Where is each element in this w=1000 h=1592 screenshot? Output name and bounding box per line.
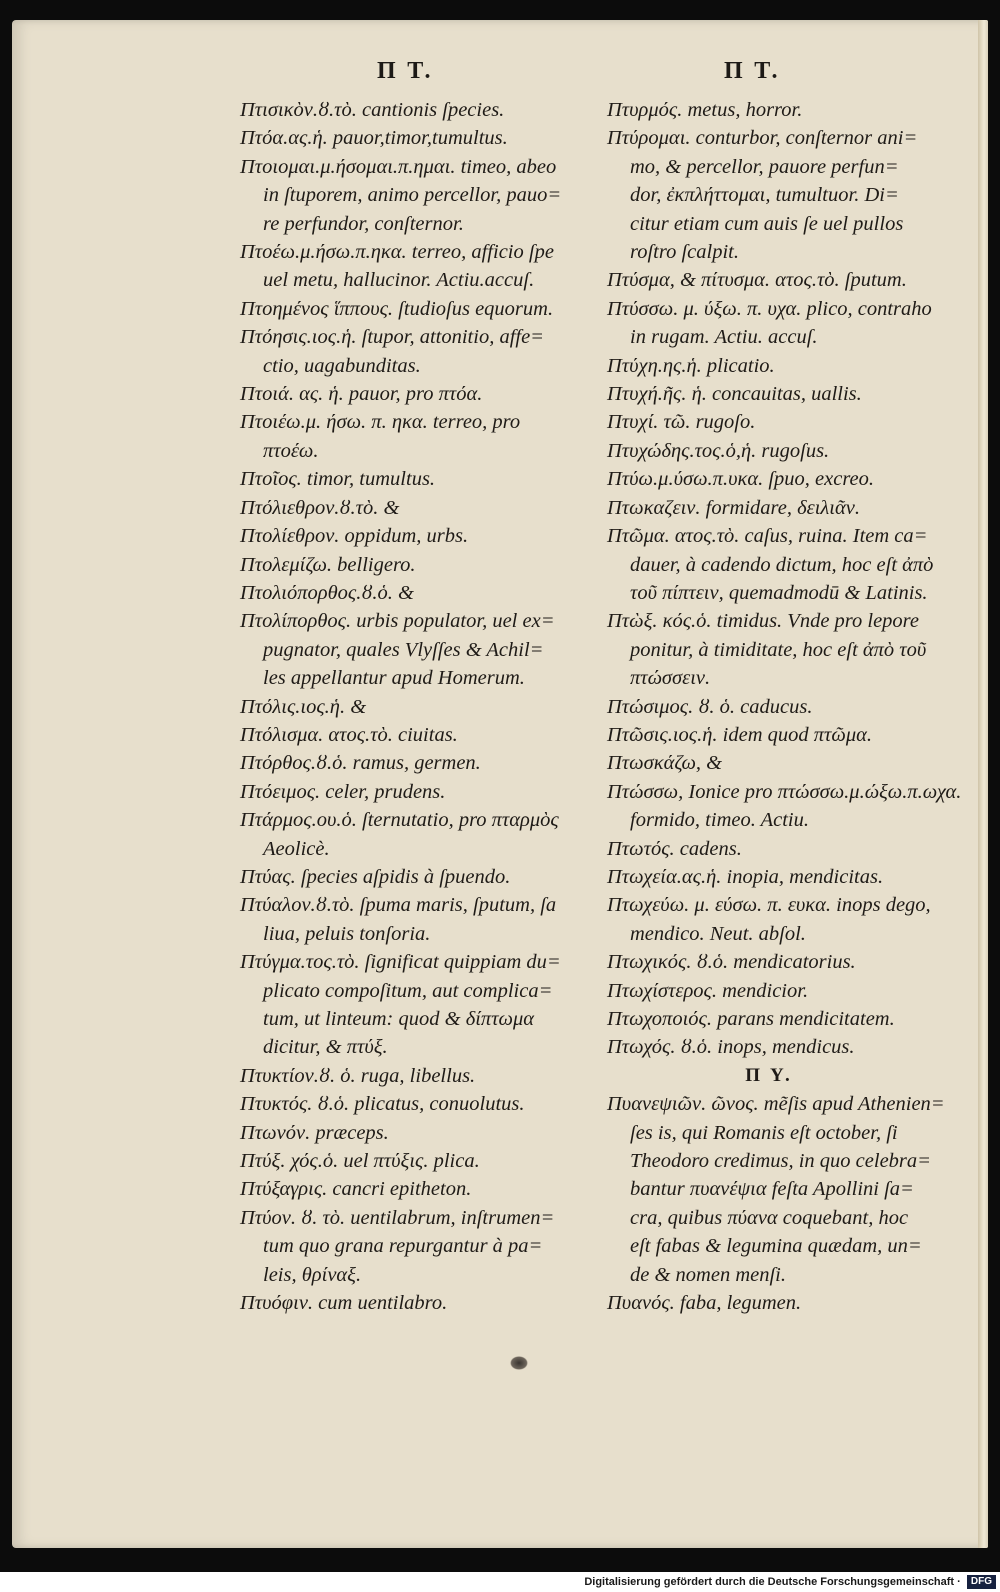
dictionary-entry (240, 124, 598, 152)
dictionary-entry (607, 465, 971, 493)
entry-continuation: plicato compoſitum, aut complica= (263, 979, 553, 1002)
entry-headline: Πτυόφιν. cum uentilabro. (240, 1292, 448, 1315)
entry-headline: Πτωχός. ȣ.ὁ. inops, mendicus. (607, 1036, 855, 1059)
entry-headline: Πτωχικός. ȣ.ὁ. mendicatorius. (607, 951, 856, 974)
entry-headline: Πτόλιεθρον.ȣ.τὸ. & (240, 496, 400, 519)
entry-headline: Πτυρμός. metus, horror. (607, 99, 803, 121)
dictionary-entry (607, 721, 971, 749)
left-column (240, 96, 598, 1317)
page-edge (978, 20, 988, 1548)
dictionary-entry (240, 522, 598, 550)
entry-headline: Πτύχη.ης.ἡ. plicatio. (607, 354, 775, 377)
dictionary-entry (240, 295, 598, 323)
entry-headline: Πτόειμος. celer, prudens. (240, 780, 446, 803)
entry-headline: Πτολιόπορθος.ȣ.ὁ. & (240, 581, 414, 604)
entry-headline: Πτόρθος.ȣ.ὁ. ramus, germen. (240, 752, 481, 775)
entry-headline: Πτοέω.μ.ήσω.π.ηκα. terreo, afficio ſpe (240, 241, 554, 264)
entry-continuation: roſtro ſcalpit. (630, 241, 739, 264)
dictionary-entry (240, 778, 598, 806)
dictionary-entry (240, 863, 598, 891)
entry-headline: Πτωτός. cadens. (607, 837, 742, 860)
entry-continuation: ſes is, qui Romanis eſt october, ſi (630, 1121, 898, 1144)
entry-headline: Πτυχώδης.τος.ὁ,ἡ. rugoſus. (607, 439, 830, 462)
entry-continuation: ctio, uagabunditas. (263, 354, 421, 377)
entry-headline: Πτωχοποιός. parans mendicitatem. (607, 1008, 895, 1030)
entry-continuation: bantur πυανέψια feſta Apollini ſa= (630, 1178, 914, 1201)
dictionary-entry (240, 323, 598, 380)
dictionary-entry (240, 891, 598, 948)
entry-headline: Πτάρμος.ου.ὁ. ſternutatio, pro πταρμὸς (240, 809, 559, 832)
dictionary-entry (607, 693, 971, 721)
dictionary-entry (607, 408, 971, 436)
dictionary-entry (240, 721, 598, 749)
dictionary-entry (607, 380, 971, 408)
entry-headline: Πτοιέω.μ. ήσω. π. ηκα. terreo, pro (240, 411, 521, 434)
entry-headline: Πτισικὸν.ȣ.τὸ. cantionis ſpecies. (240, 99, 505, 121)
entry-headline: Πτώσιμος. ȣ. ὁ. caducus. (607, 695, 813, 718)
dictionary-entry (607, 891, 971, 948)
dictionary-entry (607, 522, 971, 607)
entry-continuation: dicitur, & πτύξ. (263, 1036, 388, 1059)
entry-headline: Πτόλισμα. ατος.τὸ. ciuitas. (240, 723, 458, 746)
entry-headline: Πυανός. faba, legumen. (607, 1292, 802, 1315)
entry-continuation: ponitur, à timiditate, hoc eſt ἀπὸ τοῦ (630, 638, 927, 661)
dictionary-entry (240, 465, 598, 493)
entry-headline: Πτύγμα.τος.τὸ. ſignificat quippiam du= (240, 951, 561, 974)
entry-continuation: mendico. Neut. abſol. (630, 922, 806, 945)
entry-headline: Πτωκαζειν. formidare, δειλιᾶν. (607, 496, 860, 519)
dictionary-entry (240, 380, 598, 408)
entry-headline: Πτοημένος ἵππους. ſtudioſus equorum. (240, 297, 554, 320)
dictionary-entry (607, 494, 971, 522)
entry-headline: Πτωχεία.ας.ἡ. inopia, mendicitas. (607, 865, 884, 888)
dictionary-entry (607, 607, 971, 692)
entry-headline: Πτύας. ſpecies aſpidis à ſpuendo. (240, 865, 511, 888)
entry-headline: Πτοιομαι.μ.ήσομαι.π.ημαι. timeo, abeo (240, 155, 557, 178)
entry-headline: Πτυκτίον.ȣ. ὁ. ruga, libellus. (240, 1064, 476, 1087)
entry-headline: Πτωνόν. præceps. (240, 1121, 389, 1144)
book-page (12, 20, 988, 1548)
entry-headline: Πτύξ. χός.ὁ. uel πτύξις. plica. (240, 1150, 480, 1173)
ink-blot (510, 1356, 528, 1370)
dictionary-entry (240, 1090, 598, 1118)
entry-headline: Πτύσμα, & πίτυσμα. ατος.τὸ. ſputum. (607, 269, 907, 292)
entry-continuation: re perfundor, conſternor. (263, 212, 464, 235)
dictionary-entry (607, 977, 971, 1005)
right-column (607, 96, 971, 1317)
entry-headline: Πτώσσω, Ionice pro πτώσσω.μ.ώξω.π.ωχα. (607, 780, 962, 803)
entry-continuation: τοῦ πίπτειν, quemadmodū & Latinis. (630, 581, 928, 604)
entry-headline: Πτόλις.ιος.ἡ. & (240, 695, 367, 718)
entry-headline: Πτόα.ας.ἡ. pauor,timor,tumultus. (240, 127, 508, 150)
entry-continuation: mo, & percellor, pauore perfun= (630, 155, 899, 178)
entry-headline: Πτυχή.ῆς. ἡ. concauitas, uallis. (607, 383, 862, 406)
entry-continuation: πτοέω. (263, 439, 319, 462)
running-header-right: Π Τ. (724, 58, 781, 84)
dictionary-entry (240, 806, 598, 863)
entry-headline: Πτυκτός. ȣ.ὁ. plicatus, conuolutus. (240, 1093, 525, 1116)
entry-headline: Πτοῖος. timor, tumultus. (240, 468, 436, 491)
entry-continuation: tum quo grana repurgantur à pa= (263, 1235, 543, 1258)
dictionary-entry (607, 295, 971, 352)
dictionary-entry (607, 749, 971, 777)
entry-headline: Πτύω.μ.ύσω.π.υκα. ſpuo, excreo. (607, 468, 875, 491)
dictionary-entry (607, 96, 971, 124)
entry-continuation: eſt fabas & legumina quædam, un= (630, 1235, 922, 1258)
entry-headline: Πτωχίστερος. mendicior. (607, 979, 809, 1002)
dictionary-entry (607, 1090, 971, 1289)
dictionary-entry (240, 1062, 598, 1090)
entry-continuation: formido, timeo. Actiu. (630, 809, 809, 832)
entry-headline: Πτολίεθρον. oppidum, urbs. (240, 525, 469, 548)
entry-headline: Πτύξαγρις. cancri epitheton. (240, 1178, 472, 1201)
entry-headline: Πυανεψιῶν. ῶνος. mẽſis apud Athenien= (607, 1093, 945, 1116)
section-heading: Π Υ. (745, 1064, 793, 1086)
entry-continuation: tum, ut linteum: quod & δίπτωμα (263, 1008, 535, 1030)
dictionary-entry (240, 408, 598, 465)
dictionary-entry (607, 124, 971, 266)
entry-continuation: dor, ἐκπλήττομαι, tumultuor. Di= (630, 184, 899, 207)
entry-headline: Πτοιά. ας. ἡ. pauor, pro πτόα. (240, 383, 483, 406)
dfg-logo: DFG (967, 1575, 996, 1589)
entry-headline: Πτύσσω. μ. ύξω. π. υχα. plico, contraho (607, 297, 932, 320)
entry-headline: Πτυχί. τῶ. rugoſo. (607, 411, 756, 434)
entry-continuation: de & nomen menſi. (630, 1263, 786, 1286)
dictionary-entry (240, 1147, 598, 1175)
entry-continuation: uel metu, hallucinor. Actiu.accuſ. (263, 269, 535, 292)
entry-headline: Πτωσκάζω, & (607, 752, 723, 775)
entry-continuation: dauer, à cadendo dictum, hoc eſt ἀπὸ (630, 553, 934, 576)
dictionary-entry (240, 494, 598, 522)
dictionary-entry (607, 352, 971, 380)
entry-continuation: Aeolicè. (263, 837, 330, 860)
dictionary-entry (240, 1175, 598, 1203)
dictionary-entry (607, 437, 971, 465)
entry-continuation: citur etiam cum auis ſe uel pullos (630, 212, 904, 235)
dictionary-entry (607, 835, 971, 863)
funding-note: Digitalisierung gefördert durch die Deutsche Forschungsgemeinschaft · (584, 1576, 961, 1588)
dictionary-entry (240, 1119, 598, 1147)
entry-headline: Πτωχεύω. μ. εύσω. π. ευκα. inops dego, (607, 894, 931, 917)
dictionary-entry (607, 778, 971, 835)
dictionary-entry (607, 1289, 971, 1317)
entry-continuation: πτώσσειν. (630, 667, 711, 690)
dictionary-entry (240, 96, 598, 124)
digitization-footer (0, 1572, 1000, 1592)
entry-headline: Πτύρομαι. conturbor, conſternor ani= (607, 127, 918, 150)
dictionary-entry (240, 1204, 598, 1289)
dictionary-entry (240, 693, 598, 721)
dictionary-entry (240, 607, 598, 692)
dictionary-entry (240, 749, 598, 777)
entry-continuation: liua, peluis tonſoria. (263, 922, 431, 945)
entry-continuation: pugnator, quales Vlyſſes & Achil= (263, 638, 544, 661)
entry-continuation: in ſtuporem, animo percellor, pauo= (263, 184, 562, 207)
entry-continuation: in rugam. Actiu. accuſ. (630, 326, 818, 349)
entry-continuation: Theodoro credimus, in quo celebra= (630, 1150, 931, 1173)
entry-headline: Πτῶμα. ατος.τὸ. caſus, ruina. Item ca= (607, 525, 928, 548)
dictionary-entry (607, 948, 971, 976)
dictionary-entry (607, 1005, 971, 1033)
dictionary-entry (240, 948, 598, 1062)
entry-headline: Πτύαλον.ȣ.τὸ. ſpuma maris, ſputum, ſa (240, 894, 557, 917)
dictionary-entry (240, 153, 598, 238)
entry-continuation: les appellantur apud Homerum. (263, 667, 525, 690)
running-header-left: Π Τ. (377, 58, 434, 84)
entry-continuation: leis, θρίναξ. (263, 1263, 362, 1286)
entry-continuation: cra, quibus πύανα coquebant, hoc (630, 1206, 909, 1229)
dictionary-entry (240, 579, 598, 607)
dictionary-entry (607, 863, 971, 891)
dictionary-entry (607, 1033, 971, 1061)
entry-headline: Πτὼξ. κός.ὁ. timidus. Vnde pro lepore (607, 610, 919, 633)
entry-headline: Πτύον. ȣ. τὸ. uentilabrum, inſtrumen= (240, 1206, 555, 1229)
entry-headline: Πτῶσις.ιος.ἡ. idem quod πτῶμα. (607, 723, 873, 746)
dictionary-entry (607, 266, 971, 294)
dictionary-entry (240, 238, 598, 295)
dictionary-entry (240, 1289, 598, 1317)
entry-headline: Πτολίπορθος. urbis populator, uel ex= (240, 610, 555, 633)
entry-headline: Πτολεμίζω. belligero. (240, 553, 416, 576)
entry-headline: Πτόησις.ιος.ἡ. ſtupor, attonitio, affe= (240, 326, 545, 349)
dictionary-entry (240, 551, 598, 579)
